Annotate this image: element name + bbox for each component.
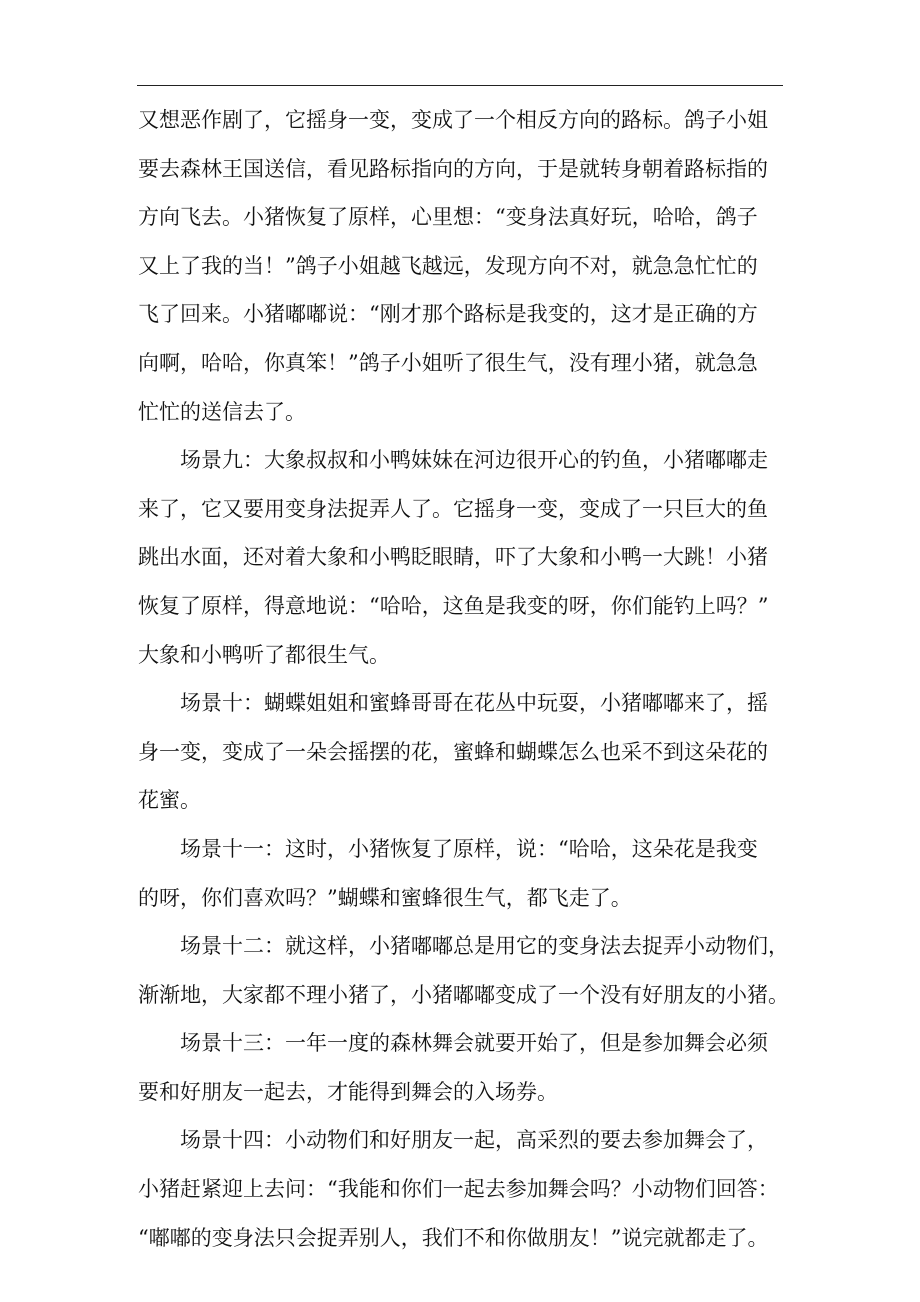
text-line: 花蜜。 [138,788,201,813]
scene-14-line: 场景十四：小动物们和好朋友一起，高采烈的要去参加舞会了， [180,1128,768,1153]
text-line: 要去森林王国送信，看见路标指向的方向，于是就转身朝着路标指的 [138,156,768,181]
text-line: 恢复了原样，得意地说：“哈哈，这鱼是我变的呀，你们能钓上吗？” [138,593,769,618]
scene-11-line: 场景十一：这时，小猪恢复了原样，说：“哈哈，这朵花是我变 [180,836,758,861]
text-line: 大象和小鸭听了都很生气。 [138,642,390,667]
text-line: 飞了回来。小猪嘟嘟说：“刚才那个路标是我变的，这才是正确的方 [138,302,758,327]
text-line: 又上了我的当！”鸽子小姐越飞越远，发现方向不对，就急急忙忙的 [138,253,758,278]
story-text [138,96,789,1262]
text-line: 来了，它又要用变身法捉弄人了。它摇身一变，变成了一只巨大的鱼 [138,496,768,521]
header-rule [137,85,783,86]
scene-10-line: 场景十：蝴蝶姐姐和蜜蜂哥哥在花丛中玩耍，小猪嘟嘟来了，摇 [180,691,768,716]
text-line: “嘟嘟的变身法只会捉弄别人，我们不和你做朋友！”说完就都走了。 [138,1225,769,1250]
text-line: 跳出水面，还对着大象和小鸭眨眼睛，吓了大象和小鸭一大跳！小猪 [138,545,768,570]
scene-13-line: 场景十三：一年一度的森林舞会就要开始了，但是参加舞会必须 [180,1031,768,1056]
text-line: 渐渐地，大家都不理小猪了，小猪嘟嘟变成了一个没有好朋友的小猪。 [138,982,789,1007]
text-line: 要和好朋友一起去，才能得到舞会的入场券。 [138,1079,558,1104]
scene-12-line: 场景十二：就这样，小猪嘟嘟总是用它的变身法去捉弄小动物们， [180,934,789,959]
text-line: 的呀，你们喜欢吗？”蝴蝶和蜜蜂很生气，都飞走了。 [138,885,632,910]
text-line: 又想恶作剧了，它摇身一变，变成了一个相反方向的路标。鸽子小姐 [138,108,768,132]
text-line: 小猪赶紧迎上去问：“我能和你们一起去参加舞会吗？小动物们回答： [138,1177,779,1202]
text-line: 身一变，变成了一朵会摇摆的花，蜜蜂和蝴蝶怎么也采不到这朵花的 [138,739,768,764]
text-line: 方向飞去。小猪恢复了原样，心里想：“变身法真好玩，哈哈，鸽子 [138,205,758,230]
text-line: 忙忙的送信去了。 [138,399,306,424]
scene-9-line: 场景九：大象叔叔和小鸭妹妹在河边很开心的钓鱼，小猪嘟嘟走 [180,448,768,473]
text-line: 向啊，哈哈，你真笨！”鸽子小姐听了很生气，没有理小猪，就急急 [138,350,758,375]
